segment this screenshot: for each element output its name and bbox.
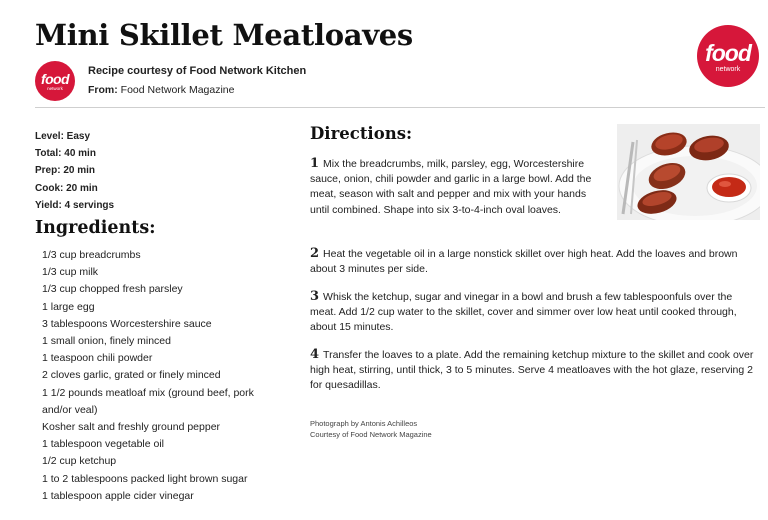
recipe-source: [88, 84, 234, 96]
recipe-title: Mini Skillet Meatloaves: [35, 18, 413, 52]
header-divider: [35, 107, 765, 108]
ingredients-heading: Ingredients:: [35, 218, 156, 238]
food-network-badge: [35, 61, 75, 101]
photo-credit: [310, 418, 432, 440]
step-number: 4: [310, 347, 320, 362]
recipe-courtesy: Recipe courtesy of Food Network Kitchen: [88, 65, 307, 77]
source-label: From:: [88, 84, 118, 96]
direction-step-4: [310, 347, 760, 394]
step-number: 1: [310, 156, 320, 171]
food-network-logo[interactable]: [697, 25, 759, 87]
step-text: Mix the breadcrumbs, milk, parsley, egg, Worcestershire sauce, onion, chili powder and garlic in a large bowl. Add the meat, season with salt and pepper and mix with your hands until combined. Shape into six 3-to-4-inch oval loaves.: [310, 158, 592, 216]
photographer-credit: Photograph by Antonis Achilleos: [310, 419, 418, 428]
meta-yield: Yield: 4 servings: [35, 199, 115, 211]
photo-courtesy: Courtesy of Food Network Magazine: [310, 430, 432, 439]
step-number: 3: [310, 289, 320, 304]
ingredient-item: 1 tablespoon apple cider vinegar: [42, 489, 194, 502]
meta-cook: Cook: 20 min: [35, 182, 98, 194]
badge-sub: network: [47, 85, 63, 91]
ingredient-item: 1 teaspoon chili powder: [42, 352, 153, 365]
ingredient-item: 1 tablespoon vegetable oil: [42, 438, 165, 451]
step-text: Transfer the loaves to a plate. Add the remaining ketchup mixture to the skillet and cook over high heat, stirring, until thick, 3 to 5 minutes. Serve 4 meatloaves with the hot glaze, reserving 2 for quesadillas.: [310, 349, 754, 392]
source-value: Food Network Magazine: [120, 84, 235, 96]
logo-word: food: [705, 39, 751, 66]
ingredient-item: 1/2 cup ketchup: [42, 455, 117, 468]
direction-step-1: [310, 156, 605, 218]
direction-step-3: [310, 289, 760, 336]
directions-heading: Directions:: [310, 124, 413, 143]
meta-level: Level: Easy: [35, 131, 91, 142]
recipe-meta: [35, 128, 114, 214]
meatloaf-illustration: [617, 124, 760, 220]
ingredient-item: 3 tablespoons Worcestershire sauce: [42, 317, 212, 330]
direction-step-2: [310, 246, 760, 277]
step-text: Heat the vegetable oil in a large nonstick skillet over high heat. Add the loaves and brown about 3 minutes per side.: [310, 248, 738, 276]
ingredient-item: Kosher salt and freshly ground pepper: [42, 421, 221, 434]
step-number: 2: [310, 246, 320, 261]
ingredient-item: 1 small onion, finely minced: [42, 335, 171, 348]
ingredients-list: [42, 247, 282, 505]
meta-total: Total: 40 min: [35, 148, 96, 160]
ingredient-item: 1/3 cup breadcrumbs: [42, 249, 141, 261]
ingredient-item: 1/3 cup milk: [42, 266, 99, 279]
ingredient-item: 2 cloves garlic, grated or finely minced: [42, 369, 221, 382]
meatloaf-photo: [617, 124, 760, 220]
step-text: Whisk the ketchup, sugar and vinegar in a bowl and brush a few tablespoonfuls over the meat. Add 1/2 cup water to the skillet, cover and simmer over low heat until cooked through, about 15 minutes.: [310, 291, 737, 334]
ingredient-item: 1 1/2 pounds meatloaf mix (ground beef, pork and/or veal): [42, 386, 254, 416]
ingredient-item: 1 large egg: [42, 300, 95, 313]
badge-word: food: [41, 70, 69, 87]
logo-sub: network: [715, 65, 741, 73]
meta-prep: Prep: 20 min: [35, 165, 96, 177]
ingredient-item: 1 to 2 tablespoons packed light brown sugar: [42, 472, 248, 485]
ingredient-item: 1/3 cup chopped fresh parsley: [42, 283, 183, 296]
